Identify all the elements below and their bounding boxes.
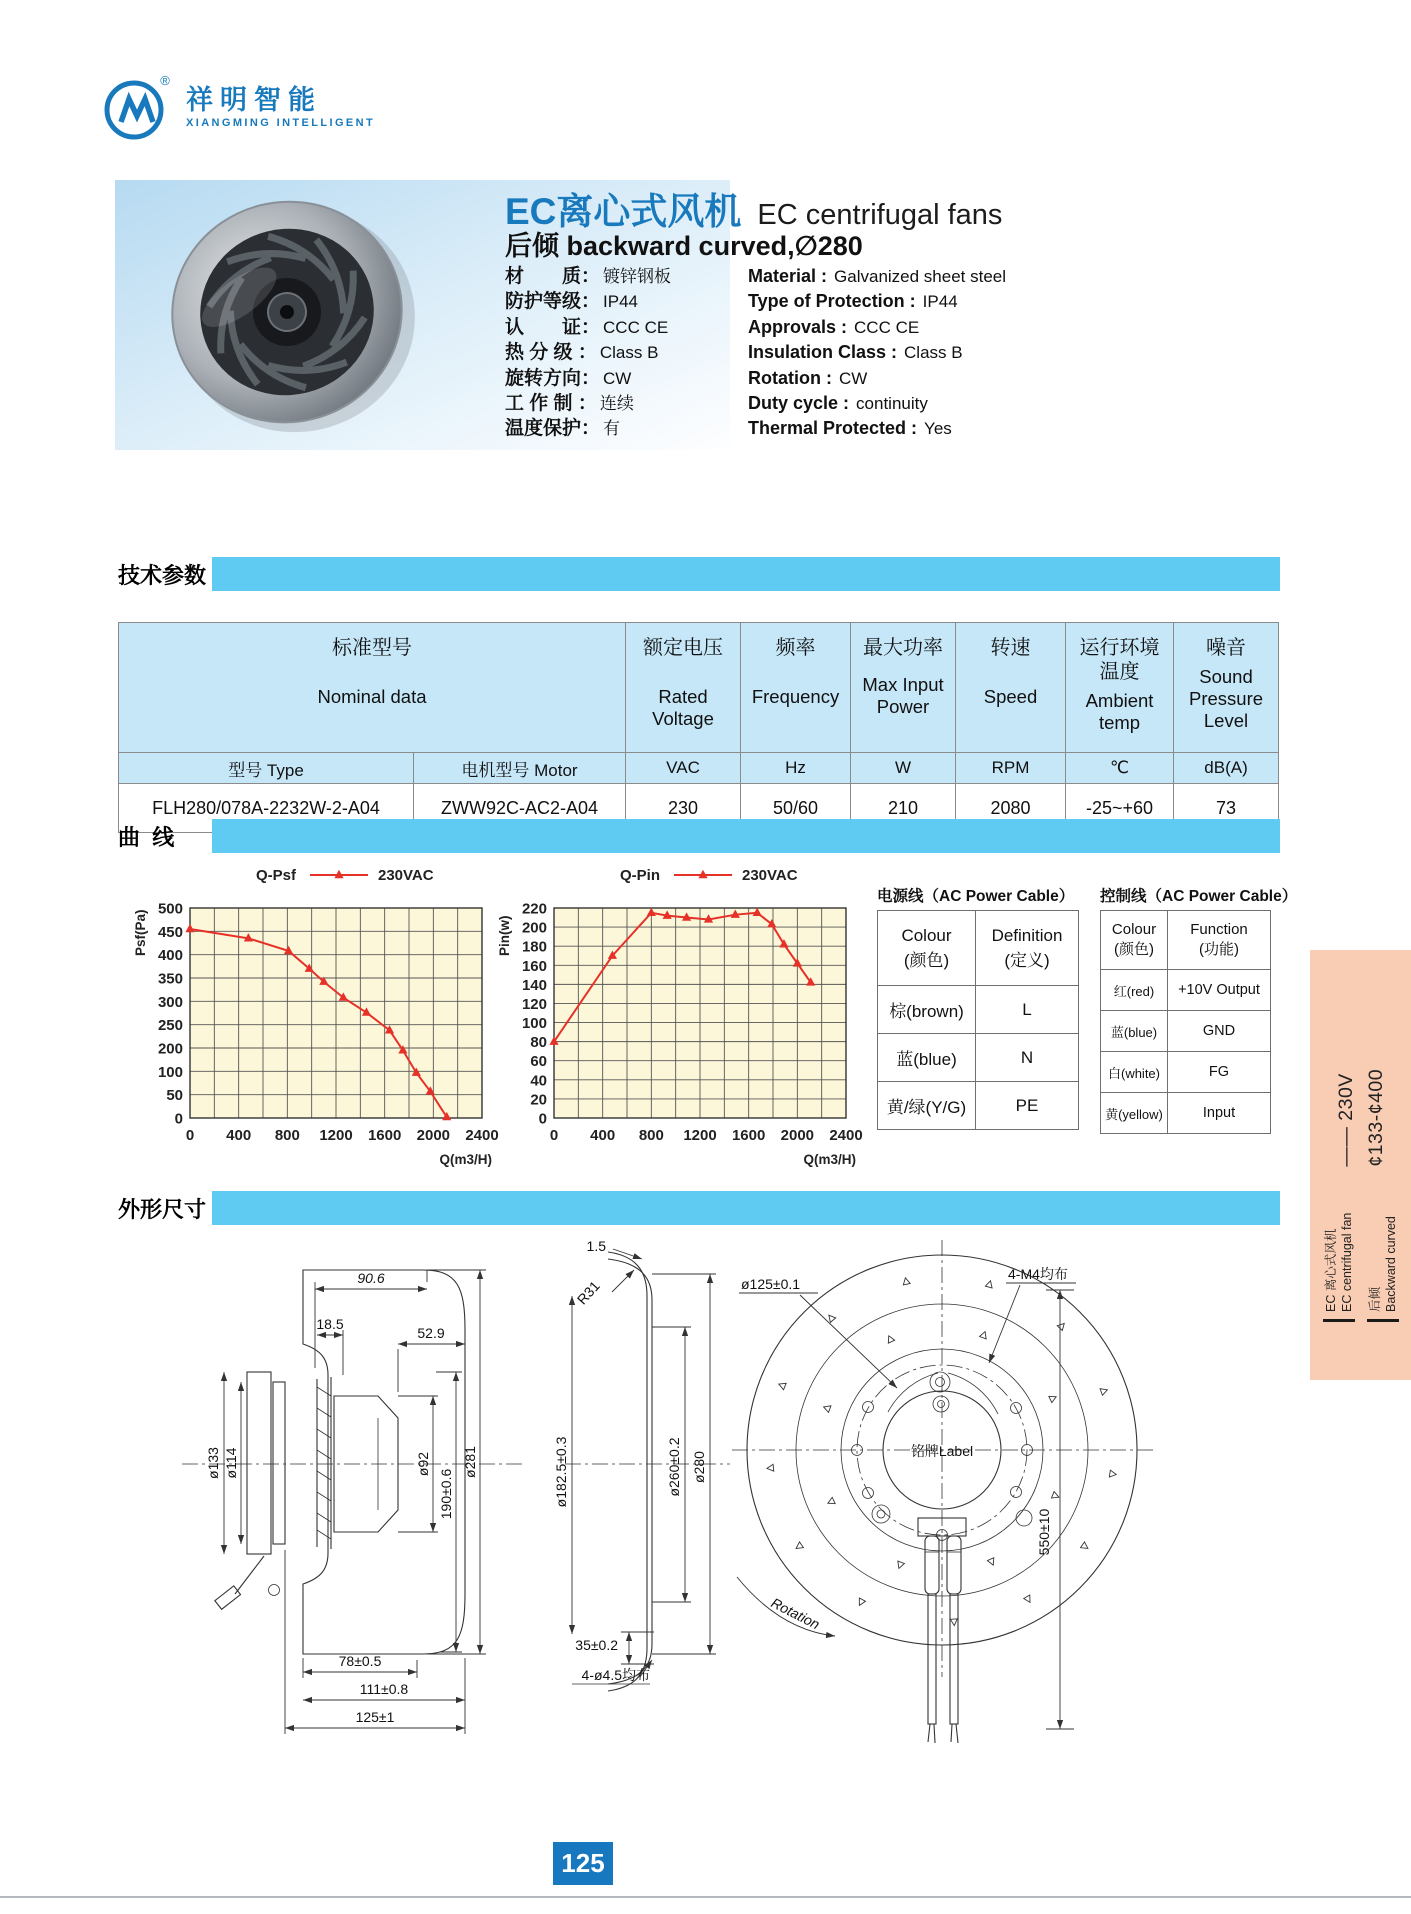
dim-label: ø125±0.1 bbox=[741, 1276, 801, 1292]
cell-speed: 2080 bbox=[956, 784, 1066, 833]
subheader-speed-unit: RPM bbox=[956, 753, 1066, 784]
svg-text:Q(m3/H): Q(m3/H) bbox=[439, 1152, 492, 1167]
subheader-freq-unit: Hz bbox=[741, 753, 851, 784]
svg-text:1200: 1200 bbox=[683, 1127, 717, 1144]
page-number: 125 bbox=[553, 1842, 613, 1885]
header-nominal: 标准型号 Nominal data bbox=[119, 623, 626, 753]
section-view bbox=[553, 1238, 730, 1691]
dim-label: 52.9 bbox=[417, 1325, 445, 1341]
section-curves-header bbox=[118, 818, 1280, 854]
svg-text:1600: 1600 bbox=[367, 1127, 402, 1144]
svg-text:1200: 1200 bbox=[319, 1127, 353, 1144]
front-view bbox=[732, 1240, 1154, 1743]
brand-logo bbox=[100, 70, 375, 144]
header-power: 最大功率 Max Input Power bbox=[851, 623, 956, 753]
subheader-voltage-unit: VAC bbox=[626, 753, 741, 784]
spec-label: Type of Protection : bbox=[748, 291, 916, 312]
section-title: 曲 线 bbox=[118, 824, 175, 850]
cable-row: 蓝(blue) GND bbox=[1101, 1011, 1271, 1052]
section-title: 外形尺寸 bbox=[118, 1196, 207, 1222]
cable-row: 黄/绿(Y/G) PE bbox=[878, 1082, 1079, 1130]
dim-label: 190±0.6 bbox=[438, 1468, 454, 1520]
q-pin-chart bbox=[492, 856, 864, 1168]
spec-list-en bbox=[748, 264, 1168, 442]
svg-text:2000: 2000 bbox=[416, 1127, 451, 1144]
col-colour: Colour (颜色) bbox=[878, 911, 976, 986]
dim-label: 125±1 bbox=[355, 1709, 395, 1725]
cable-row: 黄(yellow) Input bbox=[1101, 1093, 1271, 1134]
cell-power: 210 bbox=[851, 784, 956, 833]
svg-text:60: 60 bbox=[530, 1053, 547, 1071]
svg-text:2400: 2400 bbox=[465, 1127, 499, 1144]
svg-text:230VAC: 230VAC bbox=[742, 867, 798, 884]
spec-label: 工 作 制 ： bbox=[505, 392, 597, 414]
spec-label: 防护等级： bbox=[505, 291, 601, 313]
spec-value: CCC CE bbox=[854, 317, 920, 337]
edge-index-tab bbox=[1310, 950, 1411, 1380]
section-bar bbox=[212, 1191, 1280, 1225]
cable-row: 白(white) FG bbox=[1101, 1052, 1271, 1093]
svg-text:20: 20 bbox=[530, 1091, 547, 1109]
cable-row: 棕(brown) L bbox=[878, 986, 1079, 1034]
svg-text:160: 160 bbox=[521, 957, 547, 975]
svg-text:220: 220 bbox=[521, 900, 547, 918]
svg-text:2000: 2000 bbox=[780, 1127, 815, 1144]
table-subheader-row bbox=[119, 753, 1279, 784]
subheader-type: 型号 Type bbox=[119, 753, 414, 784]
logo-mark-icon bbox=[100, 70, 174, 144]
bottom-divider bbox=[0, 1896, 1411, 1898]
svg-text:0: 0 bbox=[185, 1127, 195, 1144]
nameplate-label: 铭牌Label bbox=[910, 1443, 974, 1459]
spec-label: Insulation Class : bbox=[748, 342, 898, 363]
spec-label: 温度保护： bbox=[505, 418, 601, 440]
svg-text:0: 0 bbox=[174, 1110, 183, 1128]
spec-label: 旋转方向： bbox=[505, 367, 601, 389]
subtitle: 后倾 backward curved,∅280 bbox=[505, 231, 863, 261]
tab-product: EC 离心式风机 EC centrifugal fan bbox=[1323, 1213, 1355, 1322]
svg-text:230VAC: 230VAC bbox=[378, 867, 434, 884]
svg-text:Q(m3/H): Q(m3/H) bbox=[803, 1152, 856, 1167]
tab-type: 后倾 Backward curved bbox=[1367, 1213, 1399, 1322]
svg-text:200: 200 bbox=[521, 919, 547, 937]
dim-label: ø114 bbox=[223, 1447, 239, 1479]
dim-label: 78±0.5 bbox=[338, 1653, 382, 1669]
header-ambient: 运行环境温度 Ambient temp bbox=[1066, 623, 1174, 753]
spec-value: IP44 bbox=[603, 292, 638, 312]
spec-value: continuity bbox=[856, 393, 928, 413]
svg-text:350: 350 bbox=[157, 970, 183, 988]
dim-label: 4-ø4.5均布 bbox=[581, 1667, 650, 1683]
title-cn: EC离心式风机 bbox=[505, 191, 742, 232]
spec-value: Class B bbox=[599, 343, 659, 363]
tab-voltage-size: —— 230V ¢133-¢400 bbox=[1334, 1068, 1387, 1167]
registered-mark: ® bbox=[160, 73, 170, 88]
dim-label: ø280 bbox=[691, 1451, 707, 1483]
spec-value: CCC CE bbox=[603, 317, 669, 337]
dim-label: 550±10 bbox=[1036, 1508, 1052, 1556]
spec-value: CW bbox=[603, 368, 632, 388]
dim-label: 1.5 bbox=[586, 1238, 606, 1254]
cell-ambient: -25~+60 bbox=[1066, 784, 1174, 833]
side-view bbox=[182, 1270, 522, 1734]
dim-label: ø281 bbox=[462, 1446, 478, 1478]
spec-value: CW bbox=[838, 368, 868, 388]
dimension-drawing bbox=[140, 1232, 1170, 1812]
subheader-noise-unit: dB(A) bbox=[1174, 753, 1279, 784]
brand-name-cn: 祥明智能 bbox=[186, 85, 322, 115]
rotation-label: Rotation bbox=[768, 1594, 823, 1633]
spec-value: Galvanized sheet steel bbox=[834, 267, 1007, 286]
dim-label: ø260±0.2 bbox=[666, 1437, 682, 1497]
cable-header-row bbox=[1101, 911, 1271, 970]
spec-value: 有 bbox=[603, 419, 621, 439]
section-bar bbox=[212, 557, 1280, 591]
dim-label: 4-M4均布 bbox=[1008, 1266, 1068, 1282]
spec-label: 认 证： bbox=[505, 316, 601, 338]
col-definition: Definition (定义) bbox=[976, 911, 1079, 986]
cable-row: 蓝(blue) N bbox=[878, 1034, 1079, 1082]
section-tech-params-header bbox=[118, 556, 1280, 592]
svg-text:Q-Psf: Q-Psf bbox=[255, 867, 296, 884]
spec-value: Class B bbox=[904, 343, 963, 363]
dim-label: ø92 bbox=[415, 1451, 431, 1477]
title-en: EC centrifugal fans bbox=[757, 199, 1003, 231]
dim-label: 90.6 bbox=[357, 1270, 385, 1286]
control-cable-table bbox=[1100, 884, 1297, 1134]
svg-text:0: 0 bbox=[538, 1110, 547, 1128]
spec-label: Rotation : bbox=[748, 367, 832, 388]
spec-value: Yes bbox=[924, 419, 952, 439]
spec-label: 材 质： bbox=[505, 266, 601, 287]
cell-type: FLH280/078A-2232W-2-A04 bbox=[119, 784, 414, 833]
power-cable-table bbox=[877, 884, 1079, 1130]
header-voltage: 额定电压 Rated Voltage bbox=[626, 623, 741, 753]
svg-text:100: 100 bbox=[521, 1015, 547, 1033]
q-psf-chart bbox=[128, 856, 500, 1168]
spec-value: 镀锌钢板 bbox=[603, 267, 672, 286]
spec-label: Approvals : bbox=[748, 316, 848, 337]
svg-text:1600: 1600 bbox=[731, 1127, 766, 1144]
svg-text:450: 450 bbox=[157, 923, 183, 941]
svg-text:200: 200 bbox=[157, 1040, 183, 1058]
power-cable-title: 电源线（AC Power Cable） bbox=[877, 888, 1075, 905]
header-frequency: 频率 Frequency bbox=[741, 623, 851, 753]
svg-text:80: 80 bbox=[530, 1034, 547, 1052]
svg-text:300: 300 bbox=[157, 993, 183, 1011]
control-cable-title: 控制线（AC Power Cable） bbox=[1100, 888, 1298, 905]
col-colour: Colour (颜色) bbox=[1101, 911, 1168, 970]
svg-text:0: 0 bbox=[549, 1127, 559, 1144]
dim-label: 35±0.2 bbox=[575, 1637, 618, 1653]
header-speed: 转速 Speed bbox=[956, 623, 1066, 753]
svg-text:800: 800 bbox=[638, 1127, 664, 1144]
cell-motor: ZWW92C-AC2-A04 bbox=[414, 784, 626, 833]
brand-name-en: XIANGMING INTELLIGENT bbox=[186, 117, 376, 129]
svg-text:100: 100 bbox=[157, 1063, 183, 1081]
header-noise: 噪音 Sound Pressure Level bbox=[1174, 623, 1279, 753]
svg-text:2400: 2400 bbox=[829, 1127, 863, 1144]
section-title: 技术参数 bbox=[118, 562, 207, 588]
cell-noise: 73 bbox=[1174, 784, 1279, 833]
spec-label: Material : bbox=[748, 266, 828, 286]
subheader-ambient-unit: ℃ bbox=[1066, 753, 1174, 784]
dim-label: 111±0.8 bbox=[359, 1681, 409, 1697]
svg-text:800: 800 bbox=[274, 1127, 300, 1144]
cable-header-row bbox=[878, 911, 1079, 986]
svg-text:500: 500 bbox=[157, 900, 183, 918]
dim-label: ø133 bbox=[205, 1447, 221, 1479]
svg-text:Q-Pin: Q-Pin bbox=[620, 867, 660, 884]
spec-label: Thermal Protected : bbox=[748, 418, 918, 439]
svg-text:Psf(Pa): Psf(Pa) bbox=[133, 909, 148, 956]
dim-label: R31 bbox=[573, 1277, 603, 1308]
spec-label: 热 分 级 ： bbox=[505, 342, 597, 364]
subheader-motor: 电机型号 Motor bbox=[414, 753, 626, 784]
svg-text:40: 40 bbox=[530, 1072, 547, 1090]
subheader-power-unit: W bbox=[851, 753, 956, 784]
svg-text:400: 400 bbox=[590, 1127, 616, 1144]
col-function: Function (功能) bbox=[1168, 911, 1271, 970]
spec-label: Duty cycle : bbox=[748, 392, 850, 413]
svg-text:50: 50 bbox=[166, 1087, 183, 1105]
svg-text:140: 140 bbox=[521, 976, 547, 994]
section-bar bbox=[212, 819, 1280, 853]
svg-text:120: 120 bbox=[521, 995, 547, 1013]
spec-value: 连续 bbox=[599, 393, 634, 413]
table-header-row bbox=[119, 623, 1279, 753]
section-dimensions-header bbox=[118, 1190, 1280, 1226]
dim-label: 18.5 bbox=[316, 1316, 344, 1332]
dim-label: ø182.5±0.3 bbox=[553, 1436, 569, 1508]
cell-freq: 50/60 bbox=[741, 784, 851, 833]
svg-text:180: 180 bbox=[521, 938, 547, 956]
spec-value: IP44 bbox=[922, 292, 958, 312]
svg-text:400: 400 bbox=[157, 947, 183, 965]
svg-text:Pin(w): Pin(w) bbox=[497, 915, 512, 956]
svg-text:250: 250 bbox=[157, 1017, 183, 1035]
tech-params-table bbox=[118, 622, 1279, 833]
svg-text:400: 400 bbox=[226, 1127, 252, 1144]
cell-voltage: 230 bbox=[626, 784, 741, 833]
cable-row: 红(red) +10V Output bbox=[1101, 970, 1271, 1011]
spec-list-cn bbox=[505, 264, 743, 442]
